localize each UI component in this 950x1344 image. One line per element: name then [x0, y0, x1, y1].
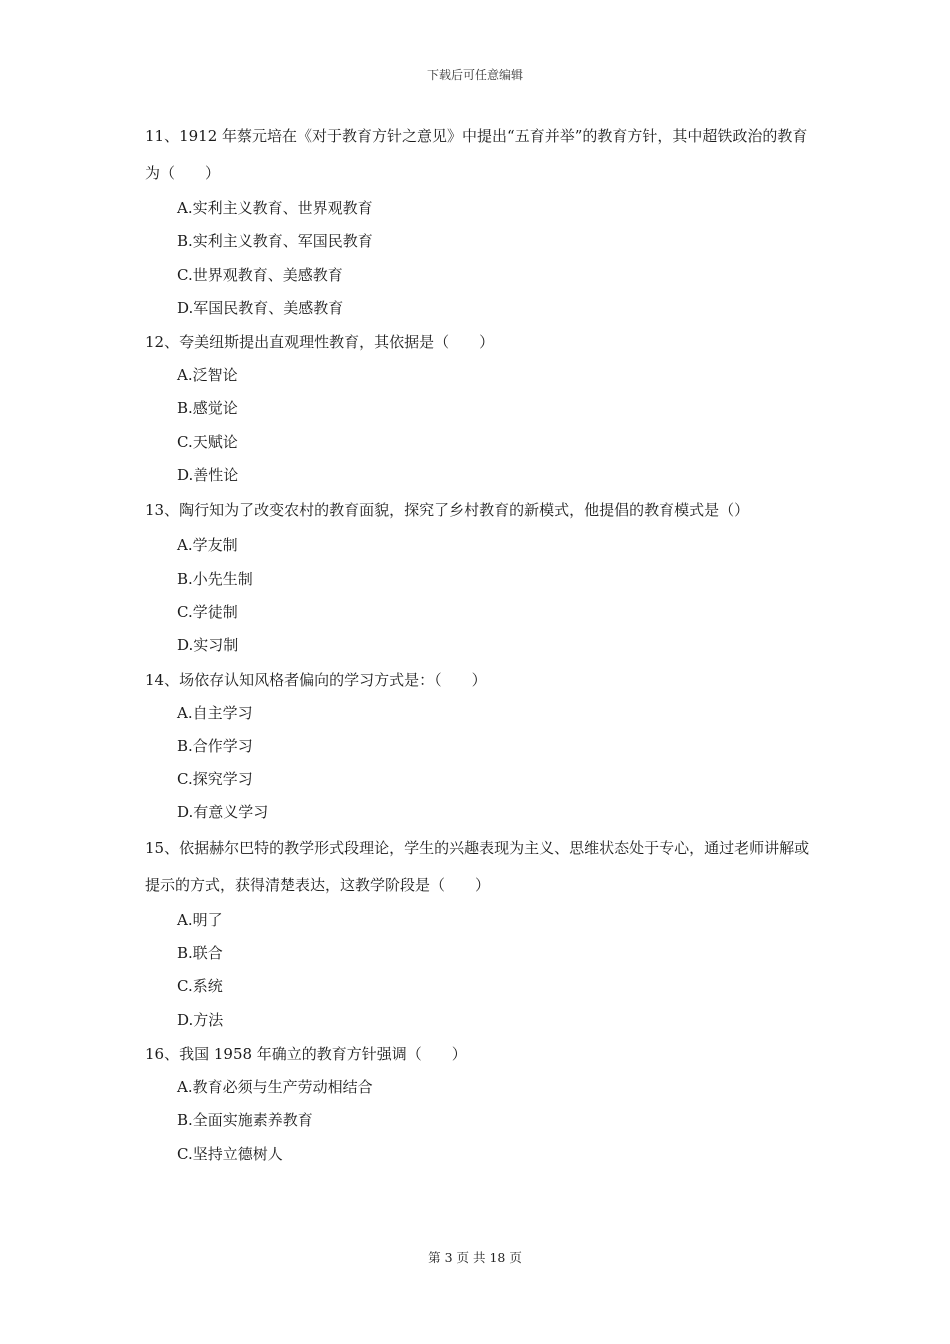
- option-d: D.有意义学习: [177, 803, 269, 822]
- option-d: D.军国民教育、美感教育: [177, 298, 344, 317]
- question-11: [145, 118, 815, 325]
- question-list: [145, 118, 815, 1171]
- option-d: D.方法: [177, 1010, 224, 1029]
- question-15: [145, 830, 815, 1037]
- option-c: C.天赋论: [177, 432, 238, 451]
- option-b: B.合作学习: [177, 736, 253, 755]
- option-a: A.教育必须与生产劳动相结合: [177, 1077, 373, 1096]
- question-text: 14、场依存认知风格者偏向的学习方式是：（ ）: [145, 670, 487, 689]
- option-c: C.世界观教育、美感教育: [177, 265, 343, 284]
- option-b: B.感觉论: [177, 399, 238, 418]
- question-text: 13、陶行知为了改变农村的教育面貌，探究了乡村教育的新模式，他提倡的教育模式是（）: [145, 501, 750, 520]
- question-text: 12、夸美纽斯提出直观理性教育，其依据是（ ）: [145, 333, 495, 352]
- option-c: C.探究学习: [177, 770, 253, 789]
- option-c: C.坚持立德树人: [177, 1144, 283, 1163]
- question-13: [145, 492, 815, 662]
- question-14: [145, 663, 815, 830]
- question-text: 15、依据赫尔巴特的教学形式段理论，学生的兴趣表现为主义、思维状态处于专心，通过老师讲解或提示的方式，获得清楚表达，这教学阶段是（ ）: [145, 838, 810, 894]
- question-text: 11、1912 年蔡元培在《对于教育方针之意见》中提出“五育并举”的教育方针，其中超铁政治的教育为（ ）: [145, 127, 808, 182]
- option-c: C.系统: [177, 977, 223, 996]
- question-text: 16、我国 1958 年确立的教育方针强调（ ）: [145, 1044, 467, 1063]
- option-b: B.全面实施素养教育: [177, 1111, 313, 1130]
- option-c: C.学徒制: [177, 602, 238, 621]
- option-b: B.实利主义教育、军国民教育: [177, 232, 373, 251]
- option-a: A.泛智论: [177, 366, 238, 385]
- option-b: B.联合: [177, 944, 223, 963]
- question-16: [145, 1037, 815, 1171]
- page-footer: 第 3 页 共 18 页: [428, 1250, 522, 1265]
- option-d: D.实习制: [177, 636, 239, 655]
- page-header: 下载后可任意编辑: [426, 68, 523, 82]
- option-a: A.明了: [177, 910, 223, 929]
- option-b: B.小先生制: [177, 569, 253, 588]
- option-a: A.学友制: [177, 536, 238, 555]
- option-d: D.善性论: [177, 466, 239, 485]
- option-a: A.自主学习: [177, 703, 253, 722]
- question-12: [145, 325, 815, 492]
- option-a: A.实利主义教育、世界观教育: [177, 199, 373, 217]
